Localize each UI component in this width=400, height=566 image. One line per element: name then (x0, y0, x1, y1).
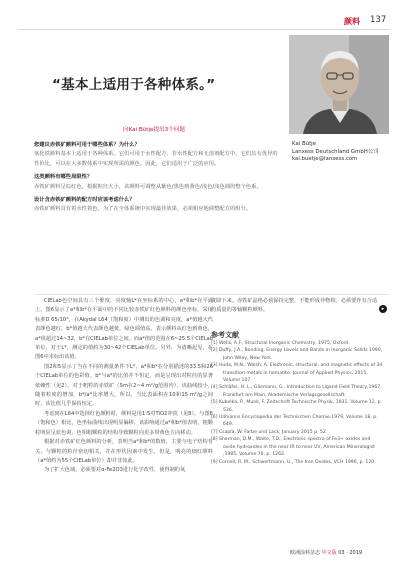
body-continuation: 度降下来。赤铁矿晶格必须保持完整，不能形成异物相。必须要作有合适的质量的等轴颗粒颜料。 (211, 298, 378, 314)
body-paragraph: 考虑到在L64中选择红色颜料时，颜料是用1:5对TiO2冲淡（见8），与图6（饱和色）相比，色坐标曲线出现明显偏移，该影响通过a*和b*值表明，粗颗粒明显呈蓝色调，色相粗颗粒的结构导致颗粒向更多带黄色方向移动。 (35, 410, 213, 436)
question-1: 您建议赤铁矿颜料可用于哪些体系？为什么？ (34, 142, 140, 148)
body-divider (34, 294, 390, 295)
footer-issue: 03 · 2019 (338, 550, 363, 556)
footer-edition: 中文版 (321, 550, 337, 556)
reference-item: [6] Ullmanns Encyclopedia der Technischen Chemie,1979, Volume 18, p. 649. (211, 415, 378, 428)
answer-2: 赤铁矿颜料呈棕红色，根据粒径大小，该颜料可调整从紫色/黑色到黄色/浅色/浅色调的整个色系。 (34, 183, 262, 190)
page-number: 137 (370, 15, 387, 25)
caption-company: Lanxess Deutschland GmbH公司 (292, 148, 379, 155)
portrait-illustration (289, 35, 389, 134)
body-column-right (211, 297, 379, 316)
reference-item: [1] Wells, A.F., Structural Inorganic Chemistry, 1975, Oxford. (211, 341, 350, 346)
continue-arrow-icon: ▸ (379, 305, 387, 313)
body-column-left (35, 297, 213, 476)
caption-name: Kai Bütje (292, 141, 316, 147)
footer-journal: 欧洲涂料杂志 (290, 550, 321, 556)
reference-item: [3] Huda, M.N., Walsh, A. Electronic, structural, and magnetic effects of 3d transition metals in hematite. Journal of Applied Physics, 2015, Volume 107. (211, 363, 383, 384)
question-2: 这类颜料有哪些局限性？ (34, 174, 93, 181)
headline-quote: “基本上适用于各种体系。” (52, 77, 216, 93)
reference-item: [2] Duffy, J.A., Bonding, Energy Levels and Bands in Inorganic Solids 1990, John Wiley, New York. (211, 348, 383, 361)
page-footer (290, 549, 362, 556)
references-list (211, 340, 383, 466)
reference-item: [8] Sherman, D.M., Waite, T.D., Electronic spectra of Fe3+ oxides and oxide hydroxides in the near IR to near UV, American Mineralogist ,1985, Volume 70, p. 1262. (211, 437, 375, 458)
section-label: 颜料 (344, 17, 360, 26)
body-paragraph: 为了扩大色域，必须要对α-Fe2O3进行化学改性，使得制的氧 (44, 467, 186, 474)
reference-item: [4] Schläfer, H. L., Gliemann, G., Introduction to Ligand Field Theory,1967, Frankfurt am Main, Akademische Verlagsgesellschaft. (211, 385, 382, 398)
body-paragraph: CIELab色空间具有三个维度，亮度轴L*在坐标系的中心，a*和b*在平面上。图6显示了a*和b*在平面中的不同比较赤铁矿红色颜料的颜色坐标。采用标准D 65/10°，在Akydal L64（饱和度）中测出的色调和亮度，a*值越大代表颜色越红，b*值越大代表颜色越黄。绿色调值高，表示颜料从红色到黄色，a*值超过14~32，b*在CIELab单位之间。而a*值的范围在6~25.5个CIELab单位，对于L*，测定的值约为30~42个CIELab单位。另外，为清晰起见，在图6中未标出该值。 (35, 298, 213, 361)
interview-qa (34, 141, 280, 215)
portrait-caption (292, 141, 392, 164)
reference-item: [9] Cornell, R. M., Schwertmann, U., The Iron Oxides, VCH 1996, p. 120. (211, 459, 376, 465)
body-paragraph: 图2和5显示了当在不同的测量条件下L*、a*和b*在分别描述的33.5和26个CIELab单位的色彩值。b*与a*的比值并不恒定，而是呈现出对粒径的显著依赖性（见2）。对于粗粒的赤铁矿（Sm在2~4 m²/g范围内），该曲线较小，随着粒度的增加，b*/a*比率增大。所以，当比表面积在10和15 m²/g之间时，该比值几乎保持恒定。 (35, 363, 213, 408)
answer-1: 氧化铁颜料基本上适用于各种体系。它们可用于水性配方、非水性配方和无溶剂配方中。它们具有优异的性价比，可以在大多数体系中实现所需的颜色。因此，它们适用于广泛的应用。 (34, 151, 278, 167)
body-paragraph: 根据对赤铁矿红色颜料的分析，表明当a*和b*的数值，主要与电子结构有关，与颗粒的粒径密切相关，并在形状因素中发生，但是，明亮的细红颜料（a*值约为55个CIELab单位）却并非如此。 (35, 439, 213, 464)
caption-email[interactable]: kai.buetje@lanxess.com (292, 156, 358, 163)
header-divider (18, 29, 390, 30)
reference-item: [7] Csapla, W. Farbe und Lack, January 2015 p. 52 (211, 429, 326, 435)
answer-3: 赤铁矿颜料具有着水性着色，为了在全体系统中实现最佳效果，必须相应地调整配方的组分。 (34, 206, 252, 213)
interview-byline: 向Kai Bütje提出3个问题 (123, 127, 186, 133)
references-title: 参考文献 (211, 331, 239, 339)
question-3: 设计含赤铁矿颜料的配方时应该考虑什么？ (34, 197, 135, 204)
portrait-photo (289, 35, 389, 134)
reference-item: [5] Kubelka, P., Munk, F. Zeitschrift Technische Physik, 1931, Volume 12, p. 536. (211, 400, 383, 413)
